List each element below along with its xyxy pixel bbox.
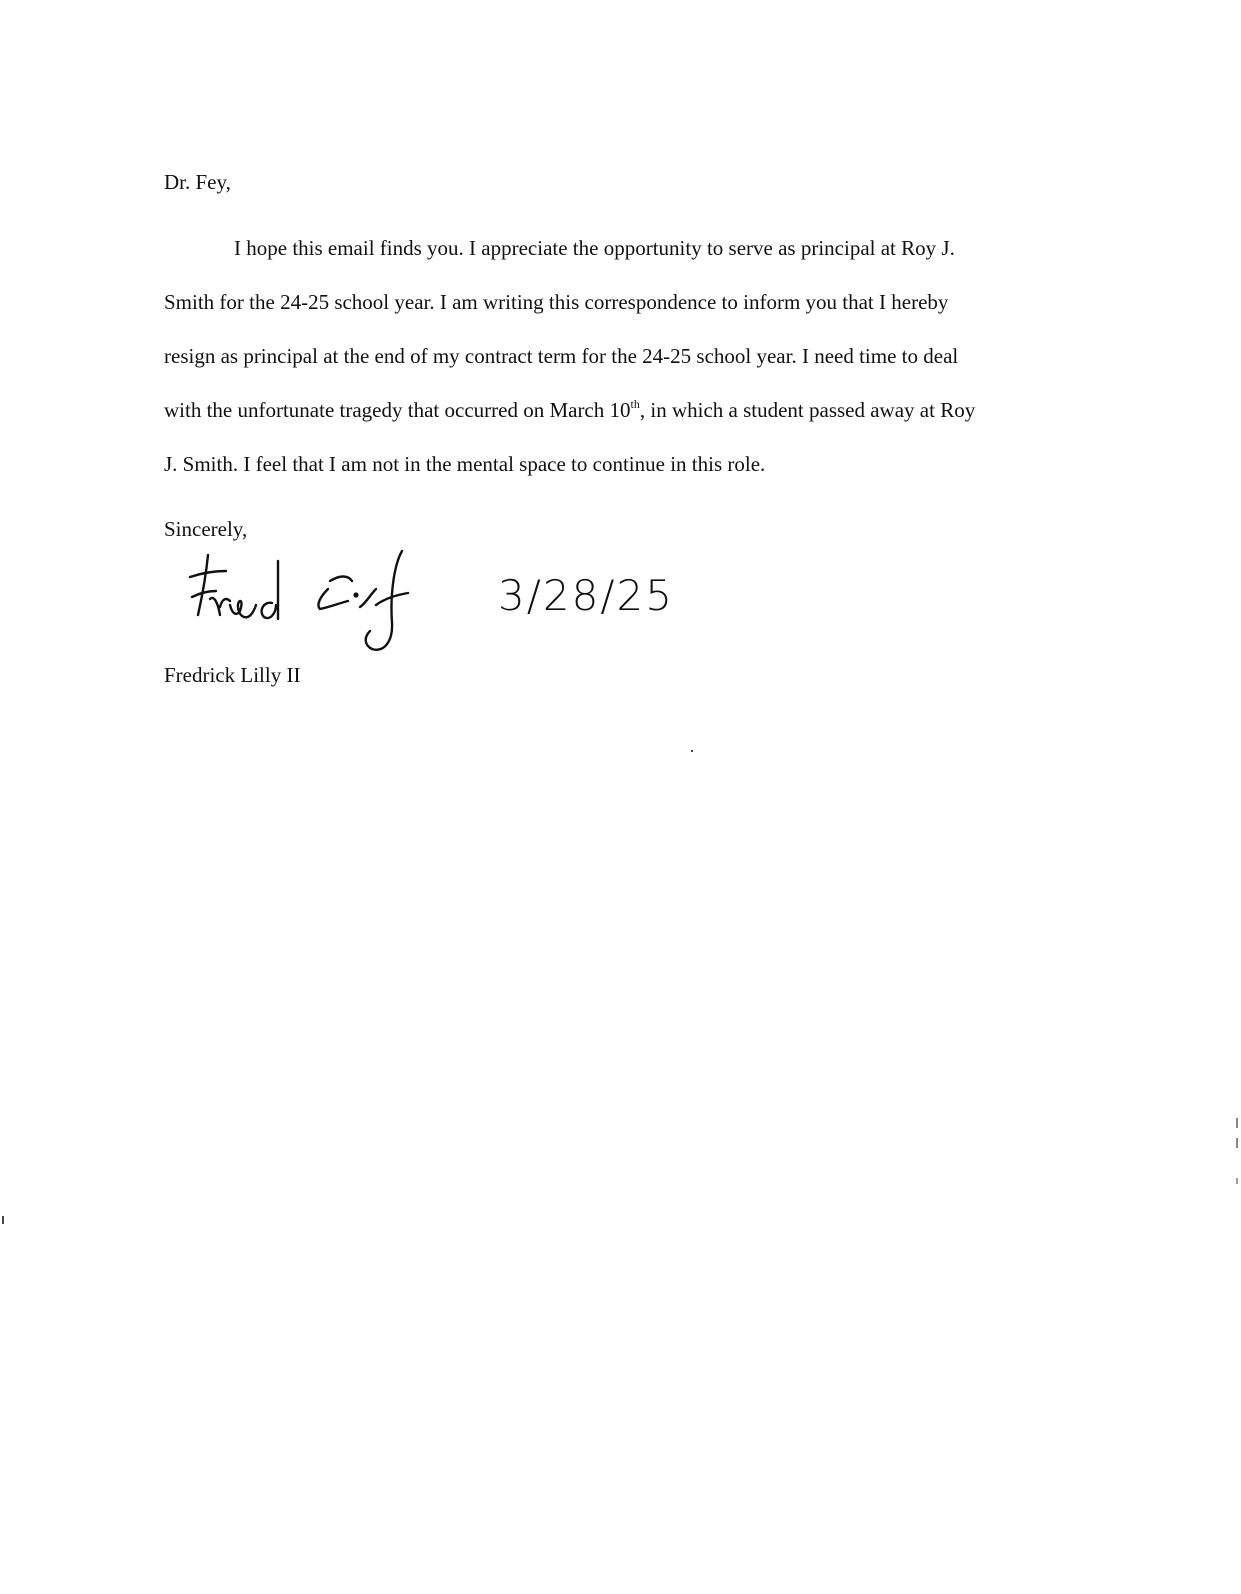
scan-speck	[1236, 1118, 1238, 1128]
scan-speck	[1236, 1138, 1238, 1148]
body-line-4-rest: , in which a student passed away at Roy	[639, 398, 976, 422]
body-line-1: I hope this email finds you. I appreciate the opportunity to serve as principal at Roy J.	[234, 236, 955, 260]
signature-date: 3/28/25	[498, 571, 674, 620]
letter-greeting: Dr. Fey,	[164, 170, 231, 194]
body-line-4	[164, 398, 975, 422]
body-line-4-text: with the unfortunate tragedy that occurred on March 10	[164, 398, 631, 422]
body-line-2: Smith for the 24-25 school year. I am writing this correspondence to inform you that I hereby	[164, 290, 949, 314]
scan-speck	[1236, 1178, 1238, 1184]
handwritten-signature	[180, 545, 420, 660]
signer-name: Fredrick Lilly II	[164, 663, 301, 687]
body-line-5: J. Smith. I feel that I am not in the mental space to continue in this role.	[164, 452, 766, 476]
body-line-3: resign as principal at the end of my contract term for the 24-25 school year. I need time to deal	[164, 344, 959, 368]
ordinal-suffix: th	[630, 397, 640, 411]
scan-speck	[2, 1216, 4, 1224]
letter-closing: Sincerely,	[164, 517, 248, 541]
scan-speck	[691, 750, 693, 752]
